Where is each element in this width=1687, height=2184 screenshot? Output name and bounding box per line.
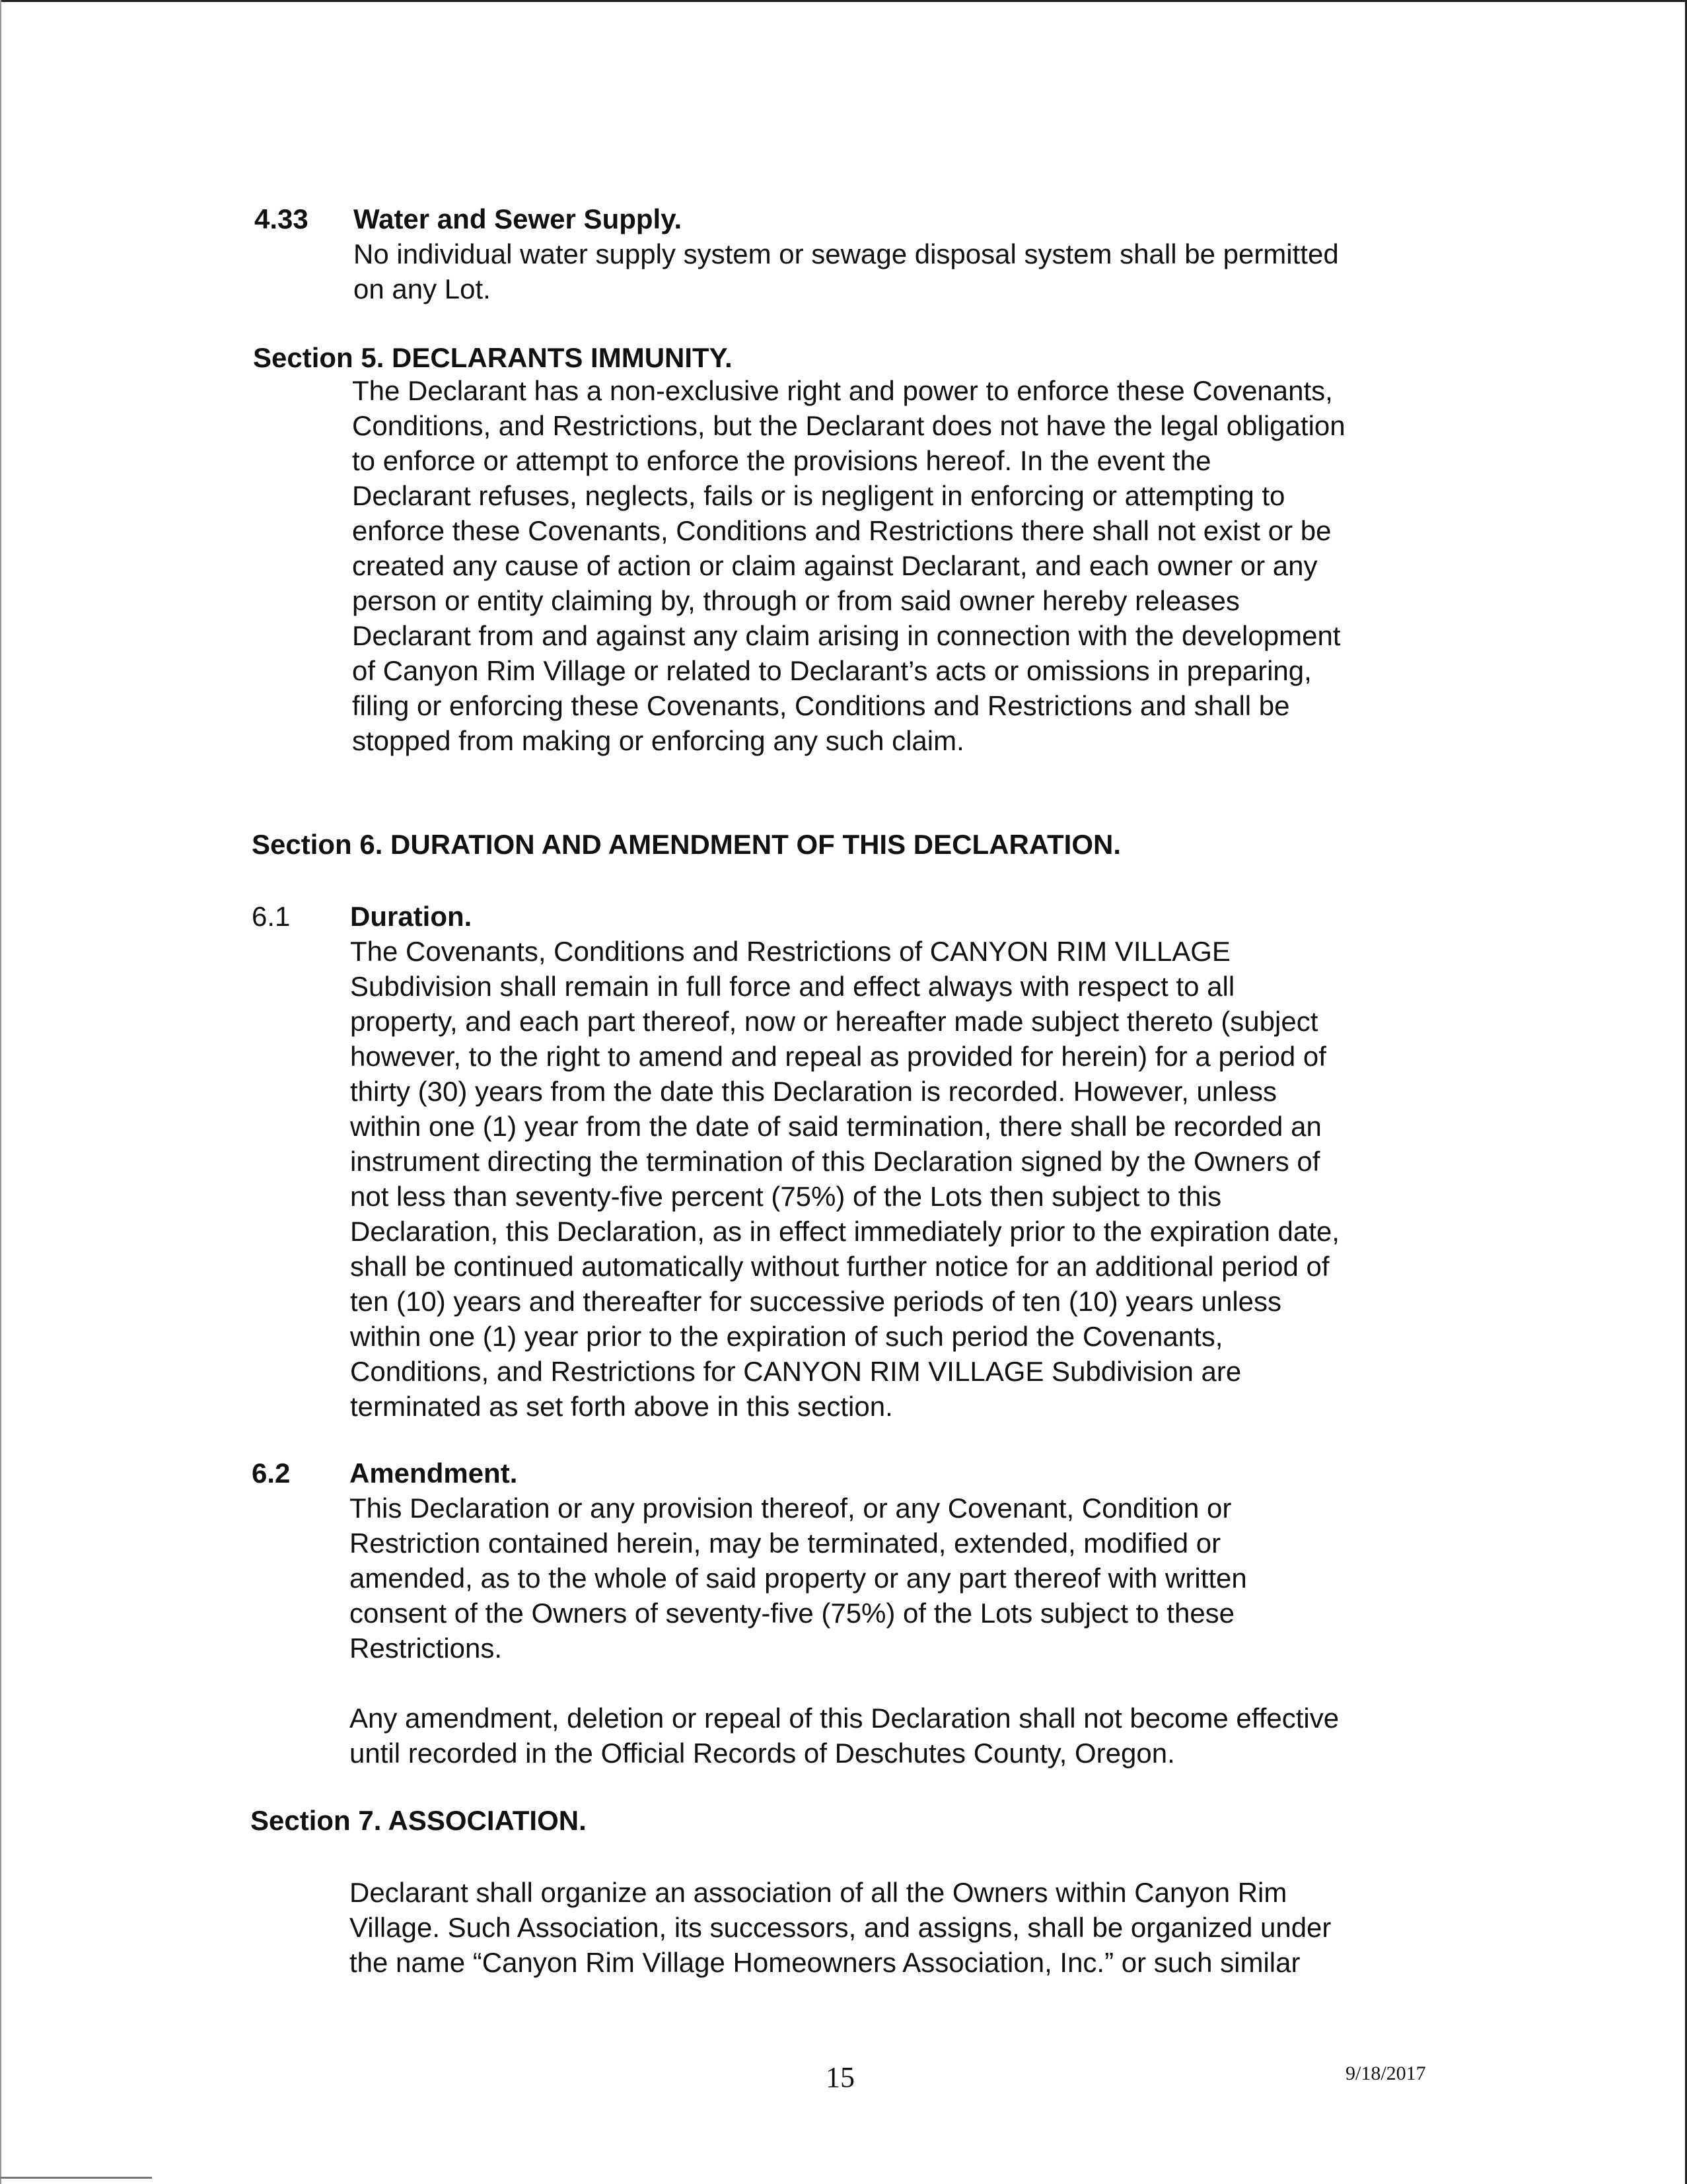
text-line: Subdivision shall remain in full force and effect always with respect to all — [350, 971, 1235, 1002]
text-line: ten (10) years and thereafter for successive periods of ten (10) years unless — [350, 1286, 1282, 1317]
footer-date: 9/18/2017 — [1346, 2062, 1426, 2084]
section-6-2-body — [349, 1491, 1446, 1666]
text-line: The Declarant has a non-exclusive right and power to enforce these Covenants, — [352, 375, 1333, 406]
text-line: Declaration, this Declaration, as in effect immediately prior to the expiration date, — [350, 1216, 1340, 1247]
text-line: This Declaration or any provision thereof, or any Covenant, Condition or — [349, 1493, 1232, 1524]
text-line: Conditions, and Restrictions for CANYON RIM VILLAGE Subdivision are — [350, 1356, 1242, 1387]
section-6-2-number: 6.2 — [252, 1458, 291, 1489]
text-line: however, to the right to amend and repeal as provided for herein) for a period of — [350, 1041, 1326, 1072]
section-4-33-title: Water and Sewer Supply. — [353, 203, 682, 234]
text-line: enforce these Covenants, Conditions and Restrictions there shall not exist or be — [352, 515, 1332, 546]
text-line: on any Lot. — [353, 273, 491, 304]
text-line: The Covenants, Conditions and Restrictions of CANYON RIM VILLAGE — [350, 936, 1231, 967]
text-line: Declarant from and against any claim arising in connection with the development — [352, 620, 1341, 651]
text-line: shall be continued automatically without further notice for an additional period of — [350, 1251, 1330, 1282]
section-4-33-body — [353, 236, 1450, 306]
text-line: within one (1) year from the date of said termination, there shall be recorded an — [350, 1111, 1322, 1142]
text-line: No individual water supply system or sewage disposal system shall be permitted — [353, 238, 1339, 269]
text-line: person or entity claiming by, through or from said owner hereby releases — [352, 585, 1240, 616]
text-line: created any cause of action or claim against Declarant, and each owner or any — [352, 550, 1318, 581]
text-line: Any amendment, deletion or repeal of this Declaration shall not become effective — [349, 1703, 1340, 1734]
text-line: consent of the Owners of seventy-five (75%) of the Lots subject to these — [349, 1598, 1235, 1629]
text-line: the name “Canyon Rim Village Homeowners Association, Inc.” or such similar — [349, 1947, 1301, 1978]
text-line: until recorded in the Official Records of Deschutes County, Oregon. — [349, 1738, 1175, 1769]
text-line: Restriction contained herein, may be terminated, extended, modified or — [349, 1528, 1221, 1559]
text-line: thirty (30) years from the date this Declaration is recorded. However, unless — [350, 1076, 1277, 1107]
section-6-2-body-continued — [349, 1701, 1446, 1771]
text-line: Village. Such Association, its successors, and assigns, shall be organized under — [349, 1912, 1332, 1943]
section-7-heading: Section 7. ASSOCIATION. — [250, 1805, 587, 1836]
section-7-body — [349, 1875, 1446, 1980]
text-line: amended, as to the whole of said property or any part thereof with written — [349, 1563, 1247, 1594]
text-line: terminated as set forth above in this section. — [350, 1391, 893, 1422]
scan-border-top — [0, 0, 1687, 2]
scan-mark-bottom — [0, 2177, 152, 2179]
section-6-1-title: Duration. — [350, 901, 472, 932]
section-6-1-body — [350, 934, 1447, 1424]
section-6-1-number: 6.1 — [252, 901, 291, 932]
section-5-heading: Section 5. DECLARANTS IMMUNITY. — [253, 342, 733, 373]
page-number: 15 — [826, 2061, 855, 2094]
text-line: Restrictions. — [349, 1633, 503, 1664]
scan-border-left — [0, 0, 1, 2184]
section-5-body — [352, 373, 1449, 758]
text-line: to enforce or attempt to enforce the provisions hereof. In the event the — [352, 445, 1211, 476]
text-line: stopped from making or enforcing any such claim. — [352, 725, 964, 756]
text-line: property, and each part thereof, now or hereafter made subject thereto (subject — [350, 1006, 1318, 1037]
text-line: Declarant shall organize an association of all the Owners within Canyon Rim — [349, 1877, 1287, 1908]
text-line: filing or enforcing these Covenants, Conditions and Restrictions and shall be — [352, 690, 1290, 721]
section-6-2-title: Amendment. — [349, 1458, 518, 1489]
text-line: within one (1) year prior to the expiration of such period the Covenants, — [350, 1321, 1223, 1352]
text-line: of Canyon Rim Village or related to Declarant’s acts or omissions in preparing, — [352, 655, 1312, 686]
section-6-heading: Section 6. DURATION AND AMENDMENT OF THIS DECLARATION. — [252, 829, 1121, 860]
section-4-33-number: 4.33 — [254, 203, 308, 234]
text-line: not less than seventy-five percent (75%) of the Lots then subject to this — [350, 1181, 1222, 1212]
text-line: Declarant refuses, neglects, fails or is negligent in enforcing or attempting to — [352, 480, 1285, 511]
text-line: instrument directing the termination of this Declaration signed by the Owners of — [350, 1146, 1320, 1177]
text-line: Conditions, and Restrictions, but the Declarant does not have the legal obligation — [352, 410, 1346, 441]
